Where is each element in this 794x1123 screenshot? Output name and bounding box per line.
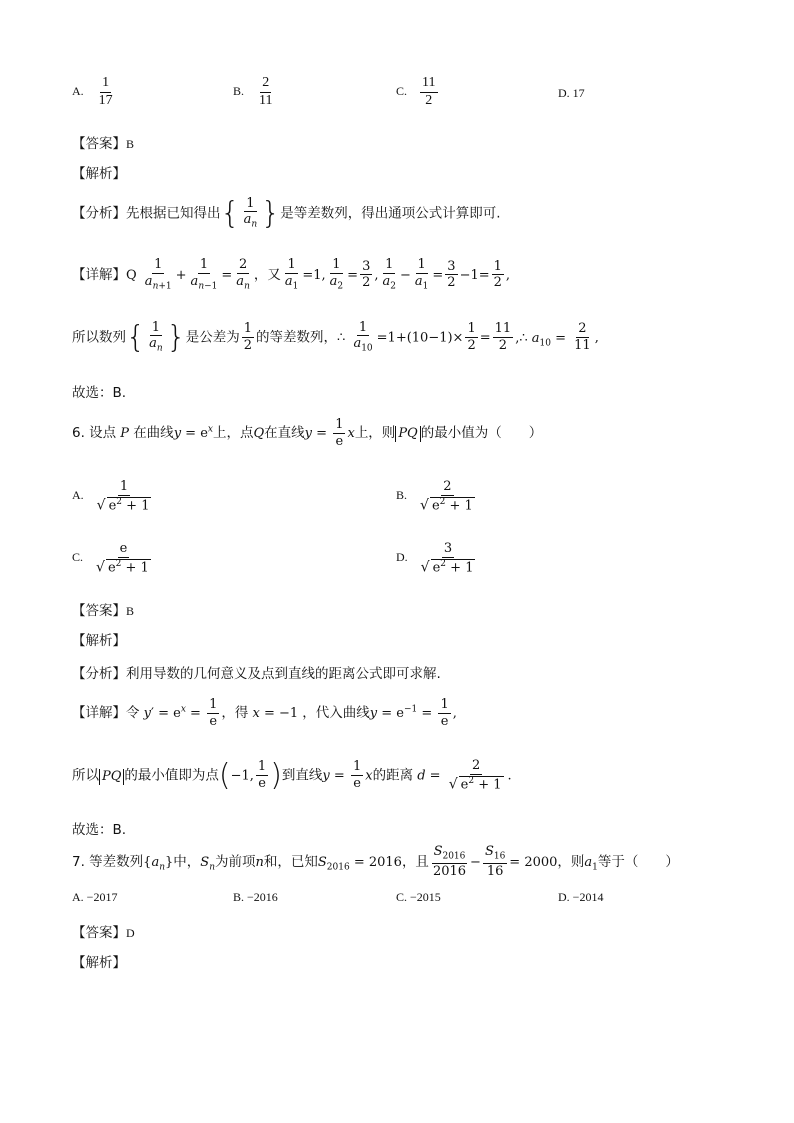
q5-option-b-fraction: $\frac{2}{11}$: [259, 75, 273, 108]
q7-option-b: B. −2016: [233, 890, 278, 904]
q5-option-c-fraction: $\frac{11}{2}$: [422, 75, 436, 108]
q5-answer: 【答案】B: [72, 136, 135, 152]
q7-option-c: C. −2015: [396, 890, 441, 904]
q7-option-a: A. −2017: [72, 890, 118, 904]
q6-option-a: A. $\frac{1}{√ e^2 + 1}$: [72, 479, 150, 513]
q6-conclusion: 所以 PQ 的最小值即为点(−1, $\frac{1}{e}$ )到直线y = $\frac{1}{e}$ x的距离 d = $\frac{2}{√ e^2 + 1}$ .: [72, 758, 512, 793]
q6-answer: 【答案】B: [72, 603, 135, 619]
q6-option-d: D. $\frac{3}{√ e^2 + 1}$: [396, 541, 474, 575]
q7-option-d: D. −2014: [558, 890, 604, 904]
q5-option-c: C. $\frac{11}{2}$: [396, 75, 436, 108]
q5-conclusion: 所以数列{ $\frac{1}{a_n}$ }是公差为 $\frac{1}{2}$ 的等差数列，∴ $\frac{1}{a_{10}}$ =1+(10−1)× $\frac{1}{2}$ = $\frac{11}{2}$ ,∴ $a_{10}$ = $\frac{2}{11}$ ,: [72, 319, 599, 355]
q6-choose: 故选：B.: [72, 822, 127, 838]
q5-xiangjie: 【详解】Q $\frac{1}{a_{n+1}}$ + $\frac{1}{a_{n-1}}$ = $\frac{2}{a_n}$ ，又 $\frac{1}{a_1}$ =1, $\frac{1}{a_2}$ = $\frac{3}{2}$ , $\frac{1}{a_2}$ − $\frac{1}{a_1}$ = $\frac{3}{2}$ −1= $\frac{1}{2}$ ,: [72, 257, 511, 292]
q5-analysis-heading: 【解析】: [72, 166, 126, 182]
q7-answer: 【答案】D: [72, 925, 135, 941]
q7-analysis-heading: 【解析】: [72, 955, 126, 971]
q5-fenxi: 【分析】先根据已知得出{ $\frac{1}{a_n}$ }是等差数列，得出通项公式计算即可.: [72, 195, 501, 231]
q6-fenxi: 【分析】利用导数的几何意义及点到直线的距离公式即可求解.: [72, 666, 441, 682]
q6-analysis-heading: 【解析】: [72, 633, 126, 649]
q5-choose: 故选：B.: [72, 385, 127, 401]
q5-option-a: A. $\frac{1}{17}$: [72, 75, 113, 108]
q6-stem: 6. 设点 P 在曲线$y = e^x$上，点Q在直线y = $\frac{1}{e}$ x上，则 PQ 的最小值为（ ）: [72, 417, 543, 449]
q5-option-b: B. $\frac{2}{11}$: [233, 75, 273, 108]
q6-xiangjie: 【详解】令 $y' = e^x$ = $\frac{1}{e}$ ，得 x = −1 ，代入曲线$y = e^{-1}$ = $\frac{1}{e}$ ,: [72, 697, 457, 729]
q7-stem: 7. 等差数列$\{a_n\}$中，$S_n$为前项n和，已知$S_{2016} = 2016$，且 $\frac{S_{2016}}{2016}$ − $\frac{S_{16}}{16}$ = 2000，则$a_1$等于（ ）: [72, 844, 679, 880]
q6-option-b: B. $\frac{2}{√ e^2 + 1}$: [396, 479, 473, 513]
q5-option-d: D. 17: [558, 86, 585, 100]
q5-option-a-fraction: $\frac{1}{17}$: [98, 75, 113, 108]
q6-option-c: C. $\frac{e}{√ e^2 + 1}$: [72, 541, 149, 575]
